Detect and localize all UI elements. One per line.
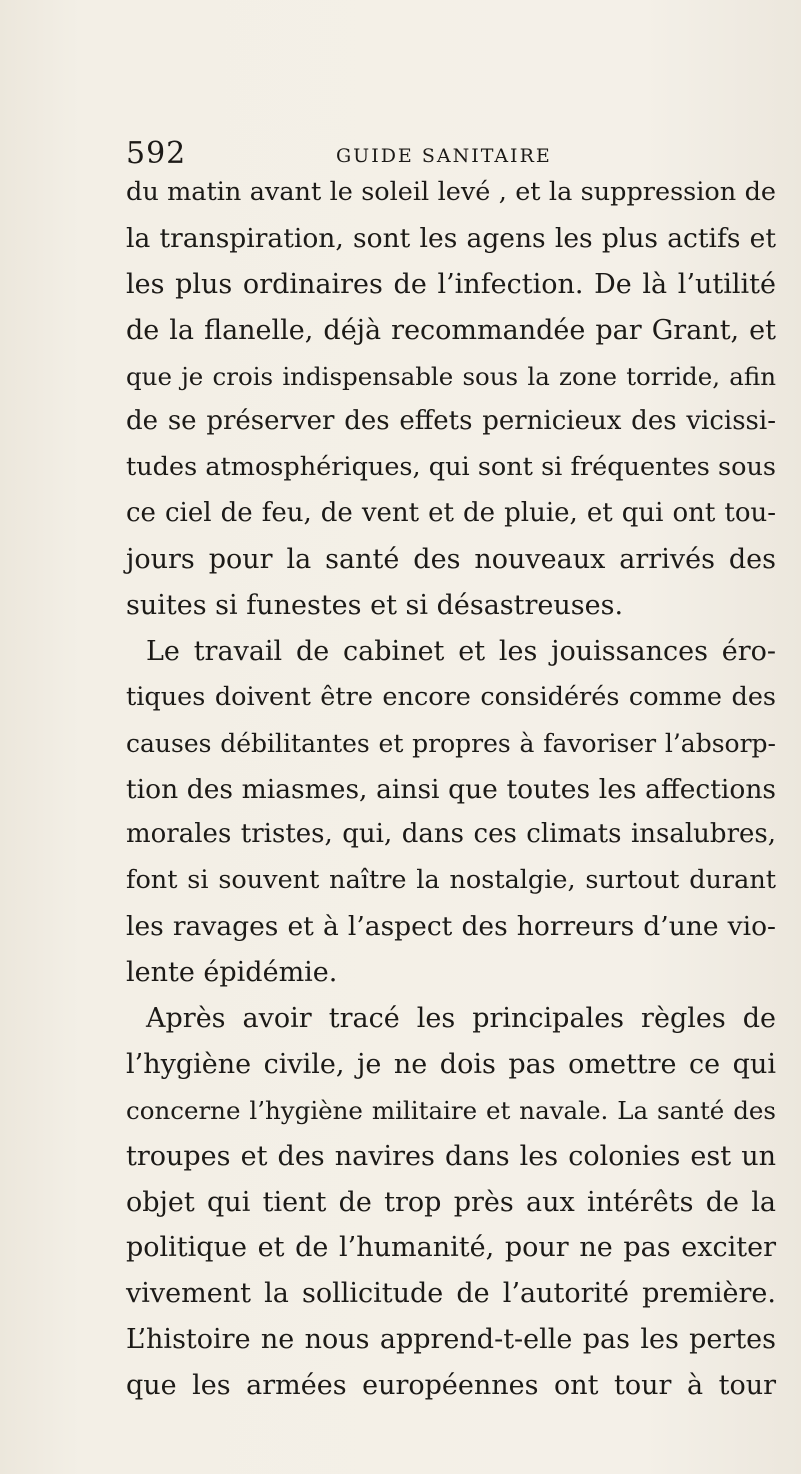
text-line: tiques doivent être encore considérés comme des [126,681,776,712]
text-line: que je crois indispensable sous la zone torride, afin [126,361,776,391]
text-line: Après avoir tracé les principales règles de [146,1003,776,1035]
text-line: tion des miasmes, ainsi que toutes les affections [126,773,776,805]
text-line: lente épidémie. [126,957,338,989]
text-line: causes débilitantes et propres à favoriser l’absorp- [126,728,776,758]
body-text [126,170,776,1409]
text-line: de la flanelle, déjà recommandée par Grant, et [126,314,776,346]
text-line: l’hygiène civile, je ne dois pas omettre ce qui [126,1048,776,1080]
text-line: morales tristes, qui, dans ces climats insalubres, [126,819,776,850]
text-line: concerne l’hygiène militaire et navale. La santé des [126,1095,776,1125]
text-line: politique et de l’humanité, pour ne pas exciter [126,1232,776,1264]
text-line: troupes et des navires dans les colonies est un [126,1140,776,1172]
text-line: Le travail de cabinet et les jouissances éro- [146,635,776,667]
running-title: GUIDE SANITAIRE [336,145,552,167]
text-line: du matin avant le soleil levé , et la suppression de [126,177,776,207]
text-line: tudes atmosphériques, qui sont si fréquentes sous [126,452,776,483]
text-line: les plus ordinaires de l’infection. De là l’utilité [126,268,776,300]
text-line: L’histoire ne nous apprend-t-elle pas les pertes [126,1324,776,1356]
text-line: de se préserver des effets pernicieux des vicissi- [126,406,776,437]
text-line: jours pour la santé des nouveaux arrivés des [126,544,776,576]
text-line: font si souvent naître la nostalgie, surtout durant [126,865,776,896]
text-line: objet qui tient de trop près aux intérêts de la [126,1186,776,1218]
text-line: que les armées européennes ont tour à tour [126,1370,776,1402]
text-line: les ravages et à l’aspect des horreurs d’une vio- [126,911,776,943]
text-line: ce ciel de feu, de vent et de pluie, et qui ont tou- [126,498,776,529]
text-line: la transpiration, sont les agens les plus actifs et [126,222,776,254]
page-number: 592 [126,136,187,171]
text-line: vivement la sollicitude de l’autorité première. [126,1278,776,1310]
text-line: suites si funestes et si désastreuses. [126,590,624,622]
